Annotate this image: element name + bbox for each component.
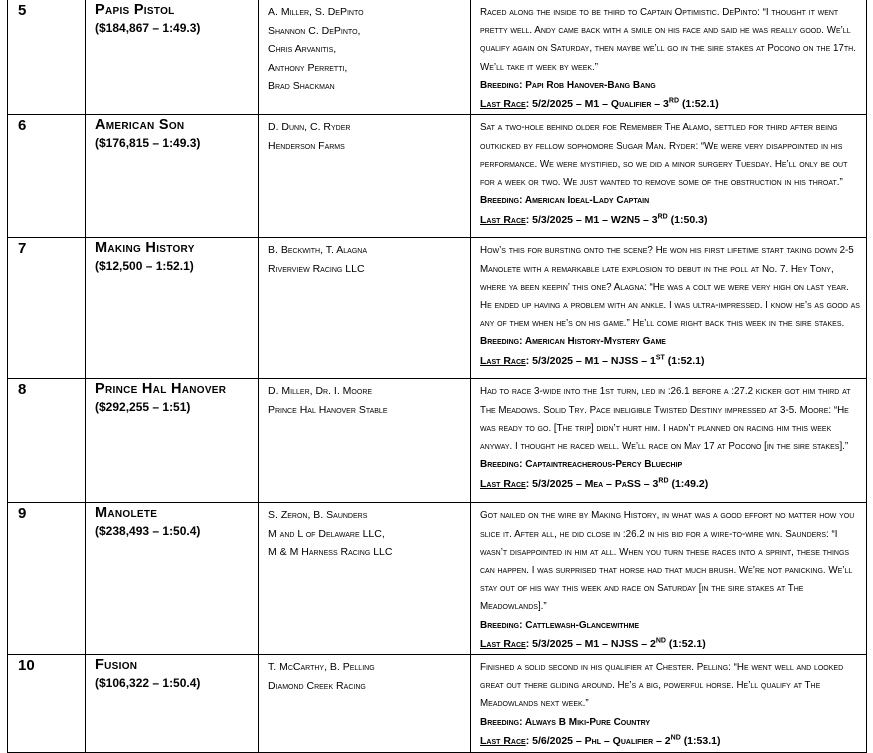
breeding-label: Breeding:: [480, 195, 523, 207]
connection-line: Henderson Farms: [268, 139, 345, 152]
comment-text: Sat a two-hole behind older foe Remember The Alamo, settled for third after being outkicked by fellow sophomore Sugar Man. Ryder: “We were very disappointed in his performance. We were mystified, so we did a minor surgery Tuesday. He’ll only be out for a week or two. We just wanted to remove some of the obstruction in his throat.”: [480, 122, 848, 188]
rank-number: 5: [18, 2, 27, 19]
last-race-place-suffix: RD: [658, 477, 669, 485]
connection-line: Anthony Perretti,: [268, 61, 348, 74]
connection-line: Prince Hal Hanover Stable: [268, 403, 388, 416]
last-race-value: 5/3/2025 – M1 – W2N5 – 3: [532, 213, 658, 226]
horse-earnings: ($12,500 – 1:52.1): [95, 259, 194, 274]
last-race-time: (1:52.1): [667, 354, 705, 367]
connection-line: Riverview Racing LLC: [268, 262, 365, 275]
last-race: Last Race: 5/6/2025 – Phl – Qualifier – 2ND (1:53.1): [480, 734, 721, 748]
connection-line: T. McCarthy, B. Pelling: [268, 661, 375, 674]
table-row: [8, 655, 867, 753]
comment-cell: [471, 379, 867, 503]
horse-name: Prince Hal Hanover: [95, 381, 227, 398]
last-race-place-suffix: RD: [668, 97, 680, 105]
comment-cell: [471, 238, 867, 379]
last-race-place-suffix: RD: [657, 213, 668, 221]
comment-text: Raced along the inside to be third to Captain Optimistic. DePinto: “I thought it went pretty well. Andy came back with a smile on his face and said he was really good. We’ll qualify again on Saturday, then maybe we’ll go in the sire stakes at Pocono on the 17th. We’ll take it week by week.”: [480, 7, 856, 73]
table-row: [8, 115, 867, 238]
rank-number: 9: [18, 505, 27, 523]
connection-line: Brad Shackman: [268, 80, 335, 92]
last-race-label: Last Race: [480, 735, 526, 748]
horse-earnings: ($176,815 – 1:49.3): [95, 136, 201, 151]
horse-cell: [86, 0, 259, 115]
connection-line: Diamond Creek Racing: [268, 679, 366, 692]
last-race-value: 5/2/2025 – M1 – Qualifier – 3: [532, 98, 669, 111]
horse-cell: [86, 115, 259, 238]
connections-list: [259, 238, 470, 278]
table-row: [8, 0, 867, 115]
comment-cell: [471, 503, 867, 655]
connection-line: A. Miller, S. DePinto: [268, 6, 364, 18]
last-race-place-suffix: ST: [655, 354, 665, 362]
breeding-label: Breeding:: [480, 79, 523, 91]
breeding: [471, 456, 866, 475]
connections-cell: [259, 655, 471, 753]
last-race: Last Race: 5/3/2025 – M1 – NJSS – 2ND (1:52.1): [480, 637, 706, 651]
horse-name: Fusion: [95, 657, 138, 674]
last-race-place-suffix: ND: [655, 637, 666, 645]
last-race-time: (1:49.2): [671, 477, 709, 490]
connections-cell: [259, 0, 471, 115]
table-row: [8, 379, 867, 503]
breeding-value: Papi Rob Hanover-Bang Bang: [525, 79, 656, 91]
connection-line: M and L of Delaware LLC,: [268, 527, 385, 540]
comment-text: How’s this for bursting onto the scene? He won his first lifetime start taking down 2-5 Manolete with a remarkable late explosion to debut in the poll at No. 7. Hey Tony, where ya been keepin’ this one? Alagna: “He was a colt we were very high on last year. He ended up having a problem with an ankle. I was ultra-impressed. I know he’s as good as any of them when he’s on his game.” He’ll come right back this week in the sire stakes.: [480, 245, 860, 330]
connection-line: M & M Harness Racing LLC: [268, 546, 393, 559]
connection-line: Chris Arvanitis,: [268, 43, 337, 55]
last-race: Last Race: 5/2/2025 – M1 – Qualifier – 3RD (1:52.1): [480, 97, 719, 111]
horse-name: Manolete: [95, 505, 158, 522]
comment-text: Finished a solid second in his qualifier at Chester. Pelling: “He went well and looked great out there gliding around. He’s a big, powerful horse. He’ll qualify at The Meadowlands next week.”: [480, 662, 844, 710]
breeding-label: Breeding:: [480, 716, 523, 728]
connections-list: [259, 0, 470, 96]
rank-number: 8: [18, 381, 27, 399]
last-race-place-suffix: ND: [670, 734, 681, 742]
rank-cell: [8, 655, 86, 753]
last-race-label: Last Race: [480, 354, 526, 367]
comment-text: Got nailed on the wire by Making History, in what was a good effort no matter how you slice it. After all, he did close in :26.2 in his bid for a wire-to-wire win. Saunders: “I wasn’t disappointed in him at all. When you turn these races into a sprint, these things can happen. I was surprised that horse had that much brush. We’re not panicking. We’ll stay out of his way this week and race on Saturday [in the sire stakes at The Meadowlands].”: [480, 510, 855, 613]
last-race-value: 5/3/2025 – M1 – NJSS – 1: [532, 354, 656, 367]
connection-line: D. Miller, Dr. I. Moore: [268, 385, 373, 398]
breeding: [471, 714, 866, 733]
breeding-label: Breeding:: [480, 619, 523, 631]
rank-cell: [8, 238, 86, 379]
breeding: [471, 77, 866, 96]
connections-cell: [259, 379, 471, 503]
rank-cell: [8, 0, 86, 115]
last-race-value: 5/6/2025 – Phl – Qualifier – 2: [532, 735, 671, 748]
rank-cell: [8, 379, 86, 503]
breeding: [471, 192, 866, 211]
table-row: [8, 503, 867, 655]
connections-list: [259, 655, 470, 695]
horse-cell: [86, 655, 259, 753]
last-race: Last Race: 5/3/2025 – M1 – W2N5 – 3RD (1:50.3): [480, 213, 708, 226]
comment-cell: [471, 115, 867, 238]
last-race-time: (1:52.1): [681, 98, 719, 111]
horse-cell: [86, 238, 259, 379]
last-race-value: 5/3/2025 – M1 – NJSS – 2: [532, 638, 656, 651]
comment-cell: [471, 0, 867, 115]
breeding-label: Breeding:: [480, 336, 523, 348]
comment-cell: [471, 655, 867, 753]
breeding-value: Captaintreacherous-Percy Bluechip: [525, 459, 683, 471]
connections-list: [259, 503, 470, 562]
connection-line: S. Zeron, B. Saunders: [268, 509, 368, 522]
horse-table: [7, 0, 867, 753]
breeding-value: American Ideal-Lady Captain: [524, 195, 650, 207]
breeding: [471, 617, 866, 636]
horse-table-body: [8, 0, 867, 753]
connections-list: [259, 115, 470, 155]
breeding-label: Breeding:: [480, 459, 523, 471]
last-race-time: (1:52.1): [668, 638, 706, 651]
rank-number: 10: [18, 657, 35, 675]
breeding-value: American History-Mystery Game: [524, 336, 666, 348]
last-race-value: 5/3/2025 – Mea – PaSS – 3: [532, 477, 659, 490]
rank-cell: [8, 503, 86, 655]
horse-earnings: ($238,493 – 1:50.4): [95, 524, 201, 539]
horse-earnings: ($184,867 – 1:49.3): [95, 21, 201, 35]
connections-cell: [259, 115, 471, 238]
horse-earnings: ($292,255 – 1:51): [95, 400, 191, 415]
connection-line: B. Beckwith, T. Alagna: [268, 244, 368, 257]
last-race-time: (1:50.3): [670, 213, 708, 226]
rank-cell: [8, 115, 86, 238]
connections-cell: [259, 238, 471, 379]
table-row: [8, 238, 867, 379]
last-race-time: (1:53.1): [683, 735, 721, 748]
horse-name: Papis Pistol: [95, 2, 175, 18]
connections-cell: [259, 503, 471, 655]
horse-earnings: ($106,322 – 1:50.4): [95, 676, 201, 691]
last-race-label: Last Race: [480, 477, 526, 490]
breeding-value: Cattlewash-Glancewithme: [525, 619, 640, 631]
rank-number: 7: [18, 240, 27, 258]
rank-number: 6: [18, 117, 27, 135]
connections-list: [259, 379, 470, 419]
last-race-label: Last Race: [480, 213, 526, 226]
last-race: Last Race: 5/3/2025 – Mea – PaSS – 3RD (1:49.2): [480, 477, 709, 490]
horse-cell: [86, 379, 259, 503]
horse-name: American Son: [95, 117, 185, 134]
horse-name: Making History: [95, 240, 195, 257]
last-race: Last Race: 5/3/2025 – M1 – NJSS – 1ST (1:52.1): [480, 354, 705, 367]
connection-line: D. Dunn, C. Ryder: [268, 121, 351, 134]
last-race-label: Last Race: [480, 98, 526, 111]
horse-cell: [86, 503, 259, 655]
comment-text: Had to race 3-wide into the 1st turn, led in :26.1 before a :27.2 kicker got him third at The Meadows. Solid Try. Pace ineligible Twisted Destiny impressed at 3-5. Moore: “He was ready to go. [The trip] didn’t hurt him. I hadn’t planned on racing him this week anyway. I thought he raced well. We’ll race on May 17 at Pocono [in the sire stakes].”: [480, 386, 851, 452]
last-race-label: Last Race: [480, 638, 526, 651]
connection-line: Shannon C. DePinto,: [268, 24, 361, 37]
breeding-value: Always B Miki-Pure Country: [524, 716, 651, 728]
breeding: [471, 333, 866, 352]
